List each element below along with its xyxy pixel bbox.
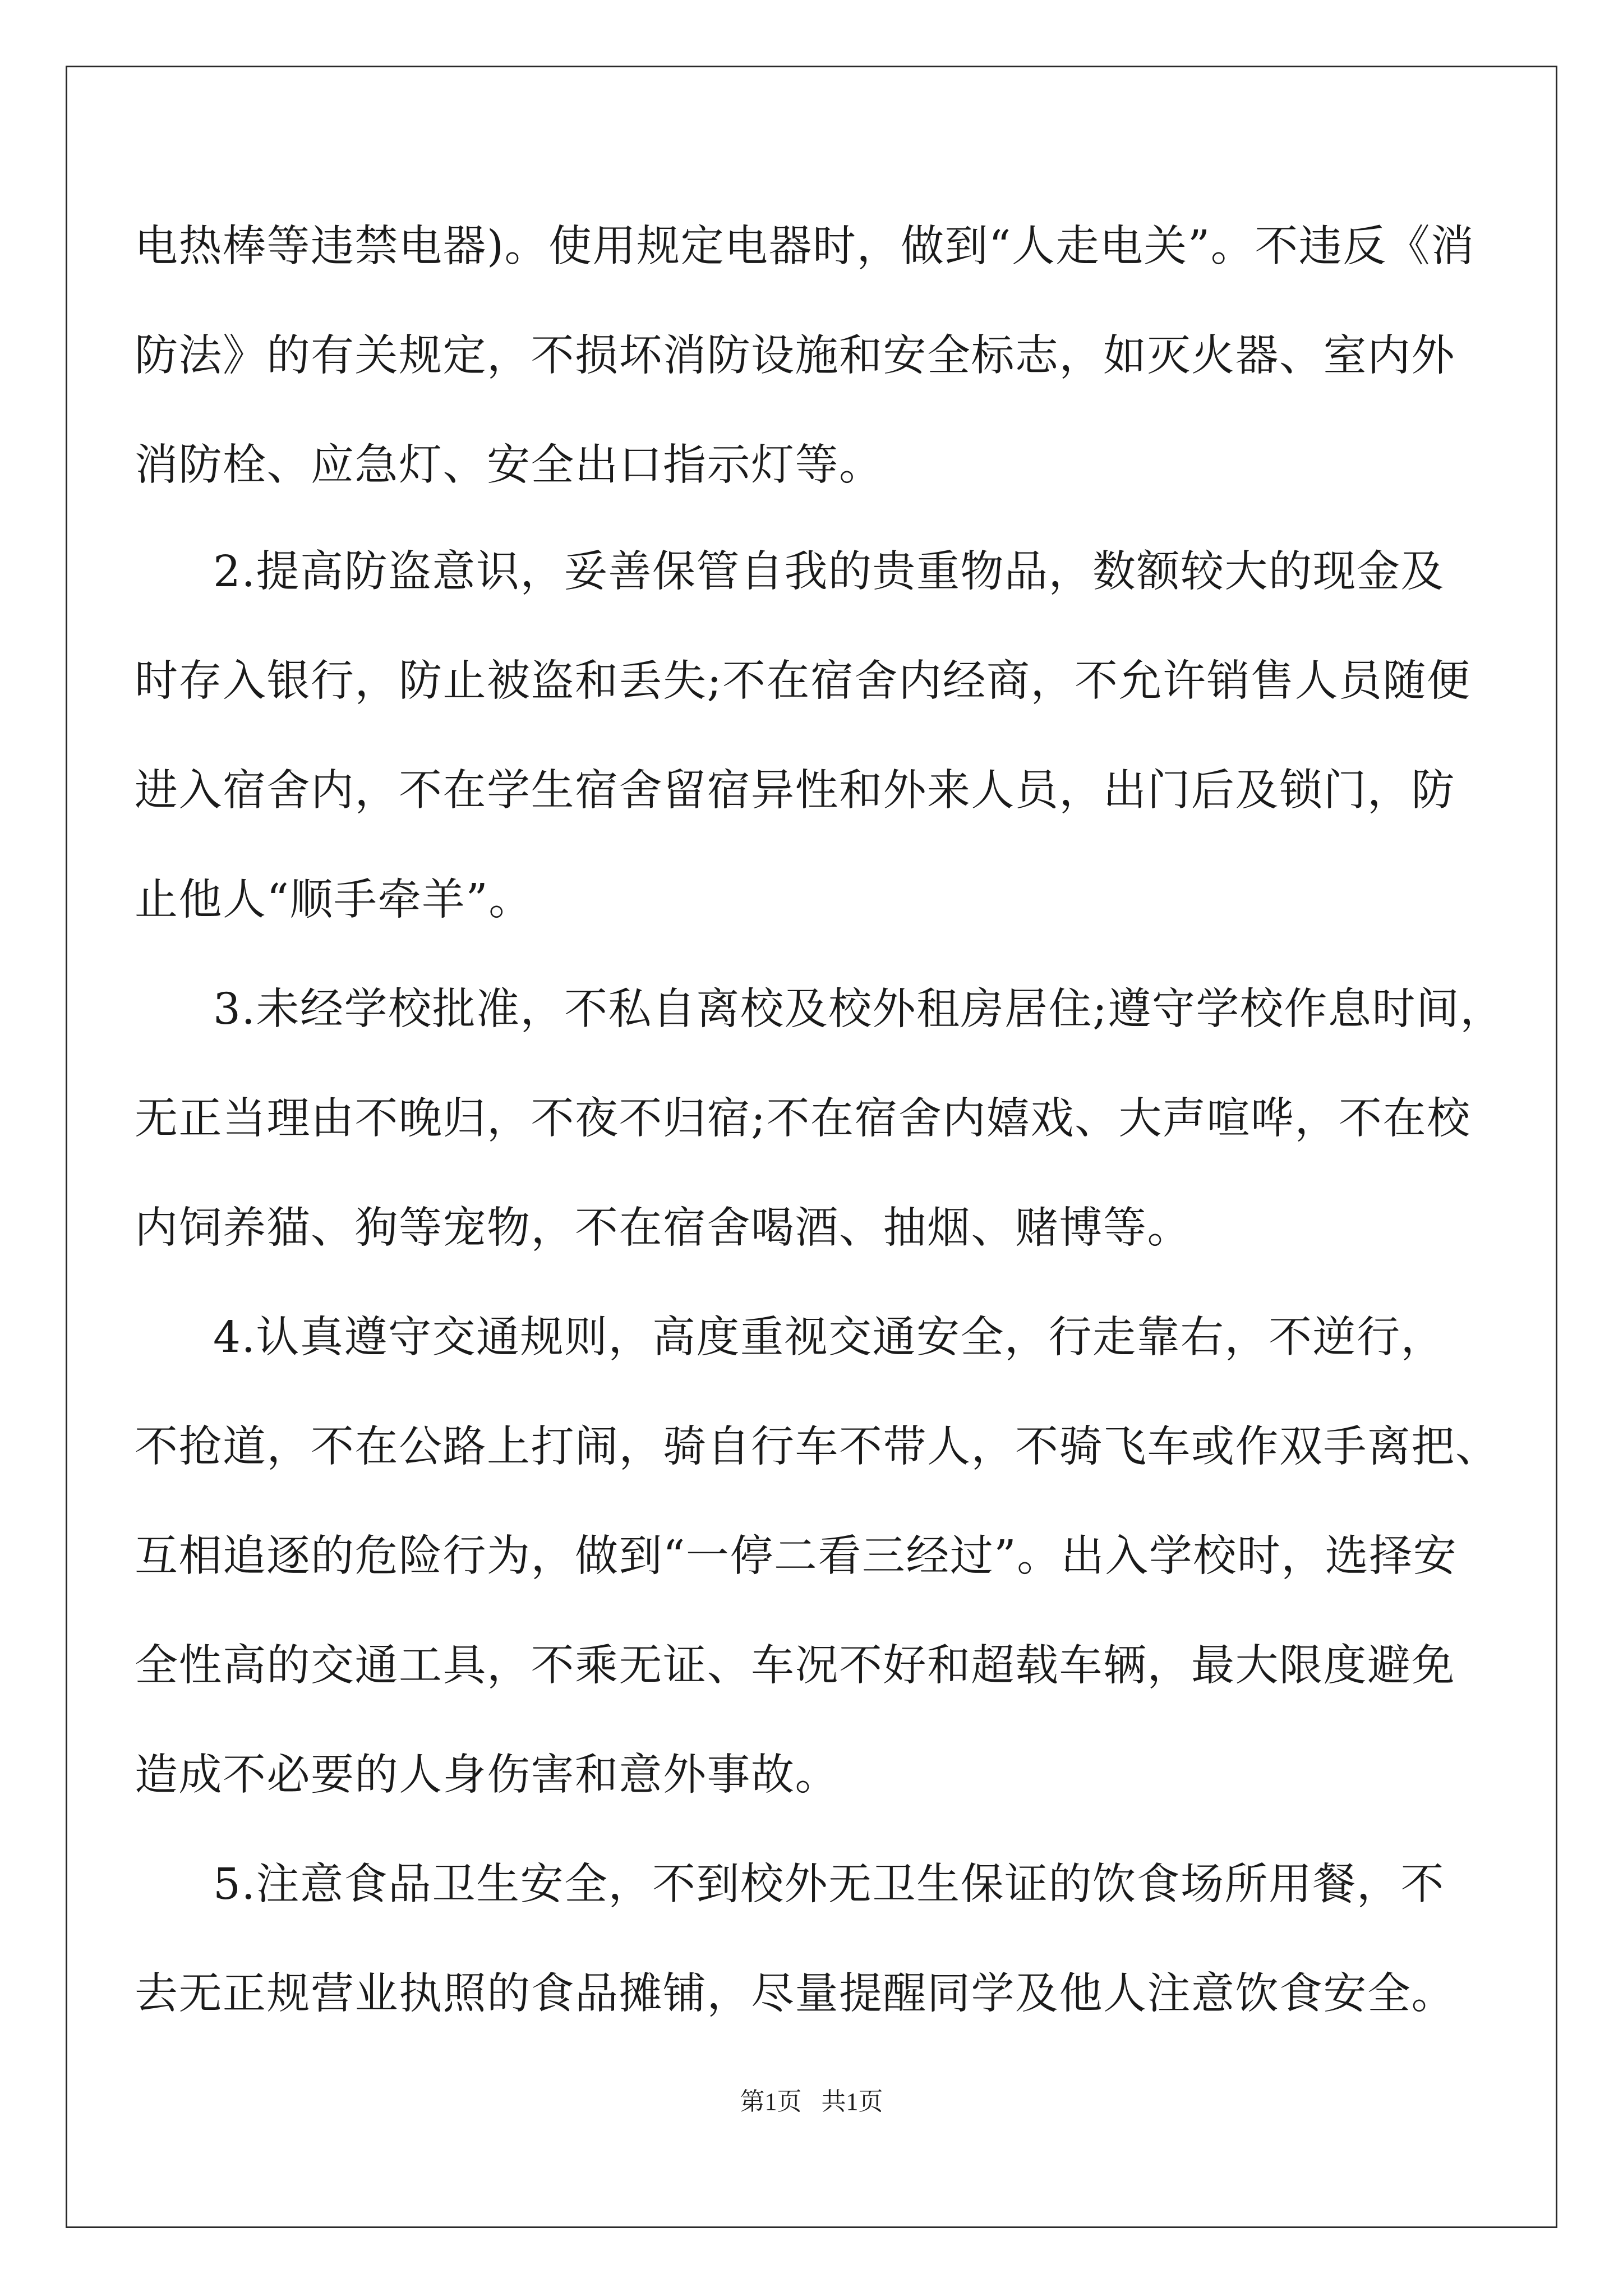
body-line: 去无正规营业执照的食品摊铺，尽量提醒同学及他人注意饮食安全。: [135, 1969, 1455, 2019]
body-line: 不抢道，不在公路上打闹，骑自行车不带人，不骑飞车或作双手离把、: [135, 1422, 1500, 1472]
paragraph-3-first-line: 3.未经学校批准，不私自离校及校外租房居住;遵守学校作息时间，: [213, 984, 1504, 1034]
body-line: 互相追逐的危险行为，做到“一停二看三经过”。出入学校时，选择安: [135, 1531, 1458, 1581]
body-line: 全性高的交通工具，不乘无证、车况不好和超载车辆，最大限度避免: [135, 1641, 1455, 1691]
body-line: 造成不必要的人身伤害和意外事故。: [135, 1750, 839, 1800]
body-line: 电热棒等违禁电器)。使用规定电器时，做到“人走电关”。不违反《消: [135, 222, 1475, 272]
body-line: 消防栓、应急灯、安全出口指示灯等。: [135, 440, 883, 490]
body-line: 进入宿舍内，不在学生宿舍留宿异性和外来人员，出门后及锁门，防: [135, 766, 1455, 816]
body-line: 时存入银行，防止被盗和丢失;不在宿舍内经商，不允许销售人员随便: [135, 656, 1471, 706]
body-line: 防法》的有关规定，不损坏消防设施和安全标志，如灭火器、室内外: [135, 331, 1455, 381]
body-line: 内饲养猫、狗等宠物，不在宿舍喝酒、抽烟、赌博等。: [135, 1203, 1191, 1253]
page-number: 第1页: [740, 2088, 802, 2115]
paragraph-5-first-line: 5.注意食品卫生安全，不到校外无卫生保证的饮食场所用餐，不: [213, 1860, 1445, 1910]
paragraph-4-first-line: 4.认真遵守交通规则，高度重视交通安全，行走靠右，不逆行，: [213, 1313, 1445, 1363]
total-pages: 共1页: [821, 2088, 883, 2115]
body-line: 无正当理由不晚归，不夜不归宿;不在宿舍内嬉戏、大声喧哗，不在校: [135, 1094, 1471, 1144]
page-footer: [0, 2081, 1623, 2117]
body-line: 止他人“顺手牵羊”。: [135, 875, 533, 925]
paragraph-2-first-line: 2.提高防盗意识，妥善保管自我的贵重物品，数额较大的现金及: [213, 547, 1445, 597]
